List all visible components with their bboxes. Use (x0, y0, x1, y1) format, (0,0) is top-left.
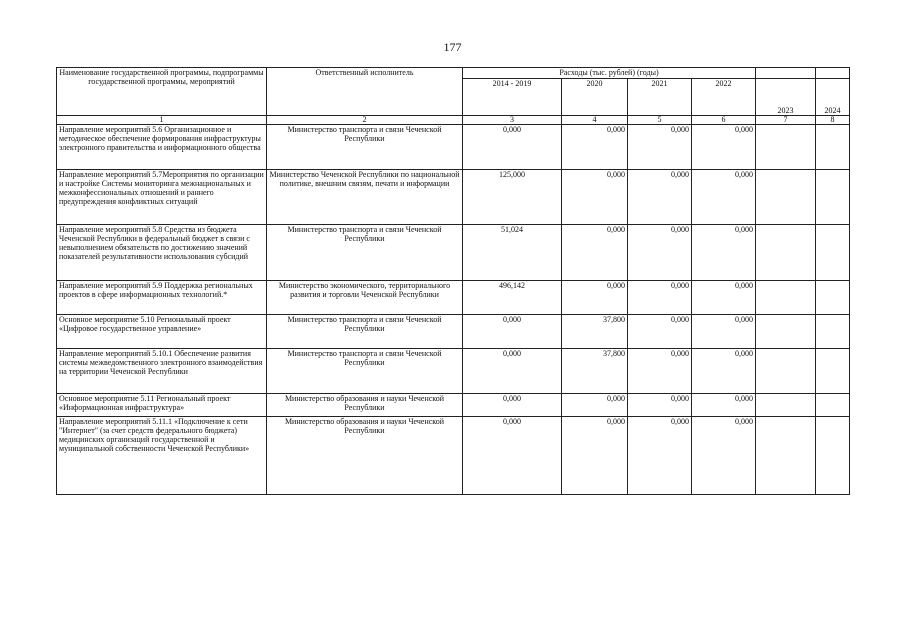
value-cell: 0,000 (692, 394, 756, 417)
value-cell: 0,000 (628, 170, 692, 225)
value-cell (816, 225, 850, 281)
value-cell: 51,024 (463, 225, 562, 281)
table-row (57, 394, 850, 417)
value-cell: 0,000 (463, 315, 562, 349)
value-cell (756, 417, 816, 495)
value-cell (756, 315, 816, 349)
value-cell: 0,000 (692, 170, 756, 225)
row-name: Направление мероприятий 5.10.1 Обеспечение развития системы межведомственного электронного взаимодействия на территории Чеченской Республики (57, 349, 267, 394)
value-cell: 0,000 (562, 225, 628, 281)
row-executor: Министерство образования и науки Чеченской Республики (267, 394, 463, 417)
header-year: 2021 (628, 79, 692, 116)
value-cell (816, 281, 850, 315)
value-cell: 0,000 (692, 349, 756, 394)
row-name: Направление мероприятий 5.6 Организационное и методическое обеспечение формирования инфраструктуры электронного правительства и информационного общества (57, 125, 267, 170)
header-name-column: Наименование государственной программы, подпрограммы государственной программы, мероприятий (57, 68, 267, 116)
row-executor: Министерство транспорта и связи Чеченской Республики (267, 349, 463, 394)
value-cell (816, 349, 850, 394)
header-year: 2020 (562, 79, 628, 116)
value-cell (816, 394, 850, 417)
value-cell (816, 170, 850, 225)
column-number: 6 (692, 116, 756, 125)
value-cell: 0,000 (463, 349, 562, 394)
header-empty-cell (816, 68, 850, 79)
page-number: 177 (443, 40, 462, 54)
column-number: 2 (267, 116, 463, 125)
value-cell: 37,800 (562, 349, 628, 394)
value-cell: 0,000 (628, 225, 692, 281)
value-cell (816, 315, 850, 349)
budget-table (56, 67, 850, 495)
value-cell: 0,000 (562, 170, 628, 225)
value-cell: 0,000 (463, 125, 562, 170)
table-row (57, 125, 850, 170)
header-year: 2014 - 2019 (463, 79, 562, 116)
column-number: 8 (816, 116, 850, 125)
row-executor: Министерство транспорта и связи Чеченской Республики (267, 125, 463, 170)
value-cell (816, 125, 850, 170)
value-cell: 0,000 (628, 315, 692, 349)
row-name: Направление мероприятий 5.9 Поддержка региональных проектов в сфере информационных технологий.* (57, 281, 267, 315)
value-cell: 0,000 (692, 281, 756, 315)
value-cell: 125,000 (463, 170, 562, 225)
value-cell: 0,000 (463, 417, 562, 495)
column-number-row (57, 116, 850, 125)
value-cell (756, 349, 816, 394)
row-executor: Министерство транспорта и связи Чеченской Республики (267, 315, 463, 349)
row-name: Основное мероприятие 5.10 Региональный проект «Цифровое государственное управление» (57, 315, 267, 349)
header-year: 2024 (816, 79, 850, 116)
value-cell (756, 225, 816, 281)
value-cell: 0,000 (562, 417, 628, 495)
value-cell (756, 125, 816, 170)
row-executor: Министерство Чеченской Республики по национальной политике, внешним связям, печати и информации (267, 170, 463, 225)
header-empty-cell (756, 68, 816, 79)
row-name: Основное мероприятие 5.11 Региональный проект «Информационная инфраструктура» (57, 394, 267, 417)
row-name: Направление мероприятий 5.11.1 «Подключение к сети "Интернет" (за счет средств федерального бюджета) медицинских организаций государственной и муниципальной собственности Чеченской Республики» (57, 417, 267, 495)
value-cell: 0,000 (562, 281, 628, 315)
value-cell: 37,800 (562, 315, 628, 349)
value-cell (756, 170, 816, 225)
table-row (57, 170, 850, 225)
table-row (57, 349, 850, 394)
value-cell: 0,000 (692, 315, 756, 349)
value-cell: 0,000 (692, 417, 756, 495)
value-cell: 0,000 (463, 394, 562, 417)
value-cell (756, 394, 816, 417)
row-executor: Министерство экономического, территориального развития и торговли Чеченской Республики (267, 281, 463, 315)
header-year: 2023 (756, 79, 816, 116)
column-number: 5 (628, 116, 692, 125)
value-cell: 0,000 (562, 394, 628, 417)
column-number: 7 (756, 116, 816, 125)
value-cell: 0,000 (628, 281, 692, 315)
value-cell: 496,142 (463, 281, 562, 315)
column-number: 4 (562, 116, 628, 125)
value-cell: 0,000 (628, 125, 692, 170)
row-executor: Министерство образования и науки Чеченской Республики (267, 417, 463, 495)
table-row (57, 315, 850, 349)
column-number: 1 (57, 116, 267, 125)
value-cell: 0,000 (692, 225, 756, 281)
value-cell (756, 281, 816, 315)
column-number: 3 (463, 116, 562, 125)
value-cell: 0,000 (562, 125, 628, 170)
header-year: 2022 (692, 79, 756, 116)
value-cell: 0,000 (628, 349, 692, 394)
header-expenses-group: Расходы (тыс. рублей) (годы) (463, 68, 756, 79)
table-row (57, 225, 850, 281)
value-cell (816, 417, 850, 495)
value-cell: 0,000 (628, 394, 692, 417)
table-row (57, 417, 850, 495)
table-row (57, 281, 850, 315)
row-executor: Министерство транспорта и связи Чеченской Республики (267, 225, 463, 281)
row-name: Направление мероприятий 5.8 Средства из бюджета Чеченской Республики в федеральный бюджет в связи с невыполнением обязательств по достижению значений показателей результативности использования субсидий (57, 225, 267, 281)
row-name: Направление мероприятий 5.7Мероприятия по организации и настройке Системы мониторинга межнациональных и межконфессиональных отношений и раннего предупреждения конфликтных ситуаций (57, 170, 267, 225)
value-cell: 0,000 (692, 125, 756, 170)
header-executor-column: Ответственный исполнитель (267, 68, 463, 116)
value-cell: 0,000 (628, 417, 692, 495)
